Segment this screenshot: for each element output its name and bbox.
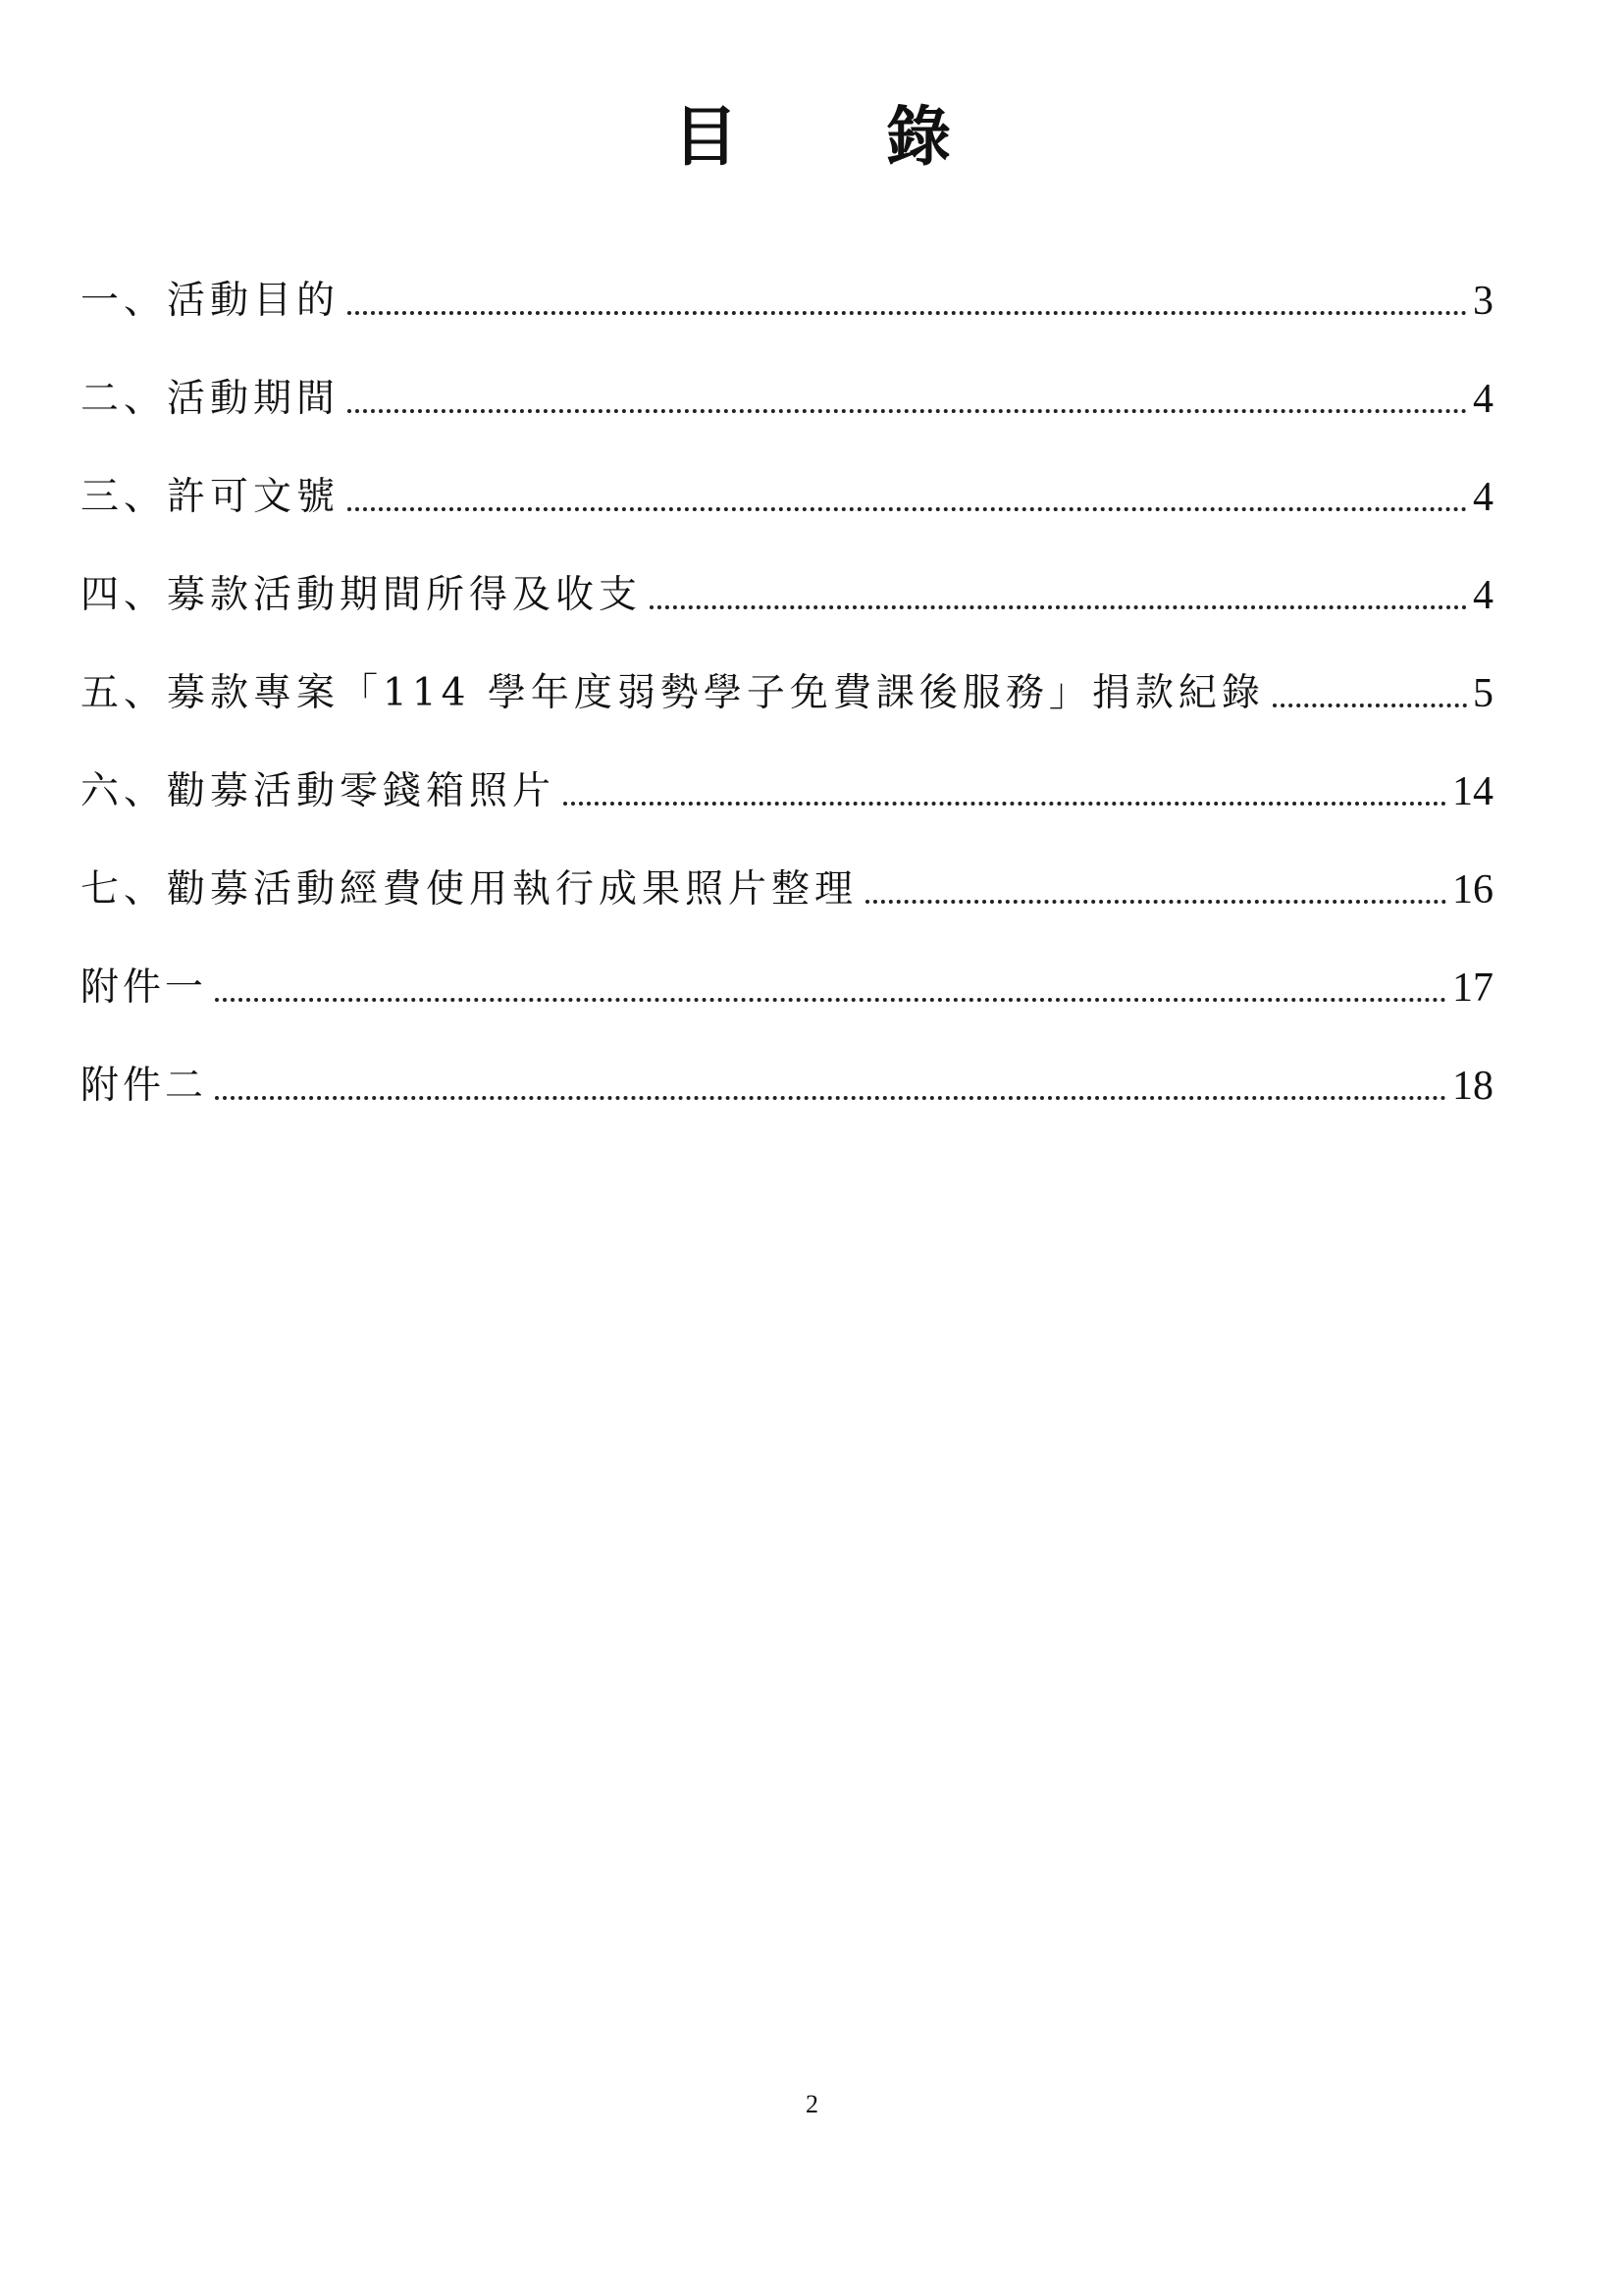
toc-entry-page: 4 — [1473, 377, 1493, 422]
toc-entry-page: 14 — [1452, 769, 1493, 814]
toc-entry-page: 4 — [1473, 475, 1493, 520]
toc-entry-label: 一、活動目的 — [80, 279, 341, 323]
toc-entry-page: 5 — [1473, 671, 1493, 716]
table-of-contents — [80, 228, 1493, 1111]
toc-entry-page: 18 — [1452, 1064, 1493, 1109]
toc-dot-leader — [347, 409, 1467, 413]
toc-entry — [80, 914, 1493, 1013]
toc-entry-page: 17 — [1452, 965, 1493, 1011]
toc-entry — [80, 522, 1493, 620]
toc-entry-label: 五、募款專案「114 學年度弱勢學子免費課後服務」捐款紀錄 — [80, 671, 1265, 715]
toc-entry — [80, 1013, 1493, 1111]
toc-dot-leader — [347, 507, 1467, 511]
toc-dot-leader — [650, 605, 1467, 609]
toc-dot-leader — [215, 998, 1446, 1002]
toc-dot-leader — [1273, 704, 1467, 707]
toc-entry — [80, 816, 1493, 914]
toc-entry-label: 附件二 — [80, 1064, 208, 1108]
toc-entry — [80, 424, 1493, 522]
toc-entry-label: 附件一 — [80, 965, 208, 1010]
toc-entry — [80, 326, 1493, 424]
toc-entry-label: 三、許可文號 — [80, 475, 341, 519]
toc-entry-page: 4 — [1473, 573, 1493, 618]
toc-entry-page: 3 — [1473, 279, 1493, 324]
toc-dot-leader — [215, 1096, 1446, 1100]
toc-entry — [80, 620, 1493, 718]
page-number: 2 — [806, 2090, 818, 2118]
toc-entry-label: 二、活動期間 — [80, 377, 341, 421]
page-title: 目 錄 — [673, 99, 1014, 175]
toc-entry-label: 六、勸募活動零錢箱照片 — [80, 769, 556, 813]
toc-entry — [80, 228, 1493, 326]
toc-dot-leader — [563, 802, 1446, 806]
toc-entry-label: 七、勸募活動經費使用執行成果照片整理 — [80, 867, 859, 912]
toc-dot-leader — [865, 900, 1446, 904]
toc-entry-page: 16 — [1452, 867, 1493, 912]
toc-entry — [80, 718, 1493, 816]
toc-entry-label: 四、募款活動期間所得及收支 — [80, 573, 643, 617]
toc-dot-leader — [347, 311, 1467, 315]
